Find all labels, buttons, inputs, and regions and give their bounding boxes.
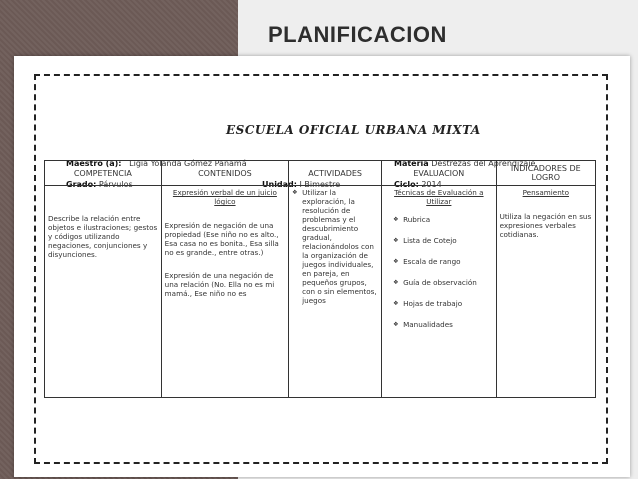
- evaluacion-item: ❖ Lista de Cotejo: [393, 236, 493, 245]
- grado-value: Párvulos: [98, 180, 133, 189]
- slide-title: PLANIFICACION: [268, 22, 447, 47]
- evaluacion-item: ❖ Hojas de trabajo: [393, 299, 493, 308]
- contenidos-paragraph-1: Expresión de negación de una propiedad (Ese niño no es alto., Esa casa no es bonita., Esa silla no es grande., entre otras.): [164, 221, 279, 257]
- header-actividades: ACTIVIDADES: [289, 161, 382, 186]
- contenidos-subtitle: Expresión verbal de un juicio lógico: [172, 188, 277, 206]
- cell-contenidos: [161, 186, 288, 398]
- cell-evaluacion: [382, 186, 497, 398]
- actividades-text: ❖ Utilizar la exploración, la resolución de problemas y el descubrimiento gradual, relacionándolos con la organización de juegos individuales, en pareja, en pequeños grupos, con o sin elementos, juegos: [292, 188, 378, 305]
- materia-value: Destrezas del Aprendizaje: [431, 159, 536, 168]
- contenidos-paragraph-2: Expresión de una negación de una relación (No. Ella no es mi mamá., Ese niño no es: [164, 271, 275, 298]
- planning-table: [44, 160, 596, 398]
- ciclo-value: 2014: [421, 180, 442, 189]
- cell-competencia: [45, 186, 162, 398]
- maestro-label: Maestro (a):: [66, 159, 122, 168]
- table-header-row: [45, 161, 596, 186]
- unidad-label: Unidad:: [262, 180, 297, 189]
- evaluacion-item: ❖ Manualidades: [393, 320, 493, 329]
- evaluacion-item: ❖ Rubrica: [393, 215, 493, 224]
- materia-label: Materia: [394, 159, 429, 168]
- ciclo-label: Ciclo:: [394, 180, 419, 189]
- unidad-value: I Bimestre: [299, 180, 341, 189]
- header-indicadores: INDICADORES DE LOGRO: [496, 161, 595, 186]
- header-evaluacion: EVALUACION: [382, 161, 497, 186]
- table-row: [45, 186, 596, 398]
- evaluacion-subtitle: Técnicas de Evaluación a Utilizar: [394, 188, 484, 206]
- header-competencia: COMPETENCIA: [45, 161, 162, 186]
- maestro-value: Ligia Yolanda Gómez Panamá: [129, 159, 247, 168]
- grado-label: Grado:: [66, 180, 97, 189]
- school-name: ESCUELA OFICIAL URBANA MIXTA: [226, 123, 481, 137]
- header-contenidos: CONTENIDOS: [161, 161, 288, 186]
- cell-actividades: [289, 186, 382, 398]
- evaluacion-item: ❖ Guía de observación: [393, 278, 493, 287]
- competencia-text: Describe la relación entre objetos e ilustraciones; gestos y códigos utilizando negaciones, conjunciones y disyunciones.: [48, 214, 158, 259]
- indicadores-text: Utiliza la negación en sus expresiones verbales cotidianas.: [499, 212, 592, 239]
- indicadores-subtitle: Pensamiento: [522, 188, 569, 197]
- cell-indicadores: [496, 186, 595, 398]
- evaluacion-item: ❖ Escala de rango: [393, 257, 493, 266]
